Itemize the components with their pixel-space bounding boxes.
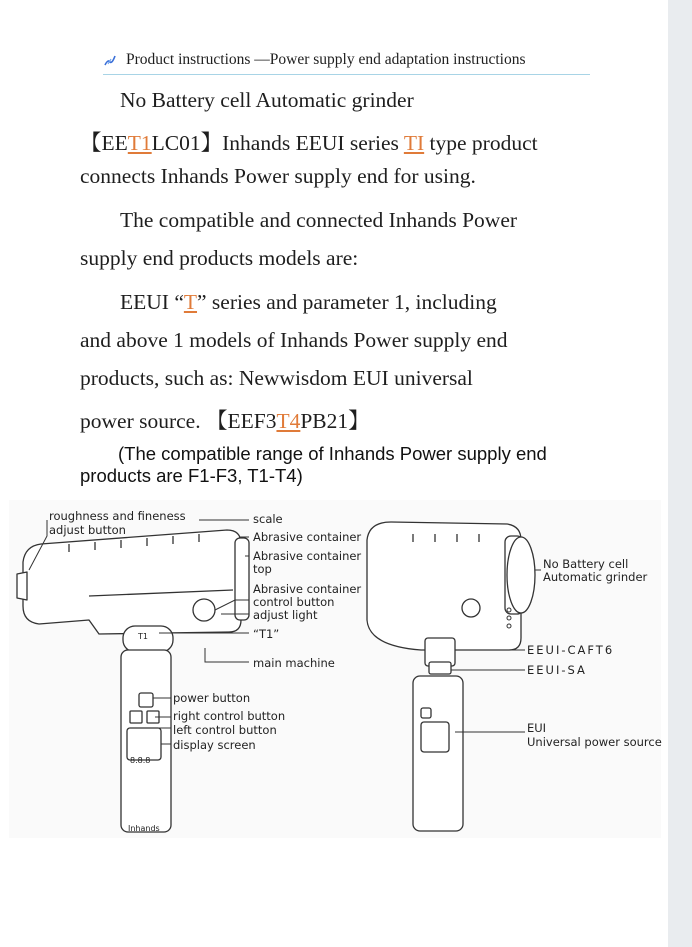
label-eeui-caft6: EEUI-CAFT6: [527, 643, 615, 657]
right-control-button-left: [130, 711, 142, 723]
label-right-control: right control button: [173, 709, 286, 723]
para3-line2: and above 1 models of Inhands Power supply end: [80, 328, 508, 352]
label-no-battery-1: No Battery cell: [543, 557, 629, 571]
label-t1: “T1”: [253, 627, 280, 641]
text-span: 【EE: [80, 131, 128, 155]
header-title: Product instructions —Power supply end adaptation instructions: [126, 51, 526, 68]
container-rim-right: [507, 537, 535, 613]
label-container-top-1: Abrasive container: [253, 549, 362, 563]
highlight-t4: T4: [276, 409, 301, 433]
control-button-right: [462, 599, 480, 617]
label-eui-sub: Universal power source: [527, 735, 662, 749]
display-digits: 8.8.8: [130, 756, 151, 765]
label-adjust-light: adjust light: [253, 608, 318, 622]
text-span: power source. 【EEF3: [80, 409, 277, 433]
para3-line1: [120, 290, 497, 315]
highlight-ti: TI: [403, 131, 425, 155]
adapter-sa-plug: [429, 662, 451, 674]
label-power-button: power button: [173, 691, 251, 705]
para3-line4: [80, 404, 370, 435]
para1-line2: [80, 126, 538, 157]
label-eui: EUI: [527, 721, 547, 735]
para3-line3: products, such as: Newwisdom EUI universal: [80, 366, 473, 390]
right-scroll-panel: [668, 0, 692, 947]
label-eeui-sa: EEUI-SA: [527, 663, 587, 677]
text-span: ” series and parameter 1, including: [197, 290, 497, 314]
label-left-control: left control button: [173, 723, 277, 737]
text-span: PB21】: [300, 409, 370, 433]
handle-right: [413, 676, 463, 831]
control-button-left: [193, 599, 215, 621]
text-span: LC01】Inhands EEUI series: [151, 131, 404, 155]
t1-badge: T1: [138, 632, 148, 641]
label-adjust-button: adjust button: [49, 523, 126, 537]
text-span: type product: [424, 131, 538, 155]
label-no-battery-2: Automatic grinder: [543, 570, 648, 584]
note-line1: (The compatible range of Inhands Power supply end: [118, 443, 547, 464]
para1-line1: No Battery cell Automatic grinder: [120, 88, 414, 112]
text-span: EEUI “: [120, 290, 184, 314]
label-control-button-2: control button: [253, 595, 335, 609]
para2-line1: The compatible and connected Inhands Power: [120, 208, 518, 232]
para1-line3: connects Inhands Power supply end for using.: [80, 164, 476, 188]
label-roughness: roughness and fineness: [49, 509, 186, 523]
blue-swirl-icon: [103, 53, 117, 67]
power-button-left: [139, 693, 153, 707]
label-control-button-1: Abrasive container: [253, 582, 362, 596]
label-display-screen: display screen: [173, 738, 256, 752]
para2-line2: supply end products models are:: [80, 246, 359, 270]
page-header: [103, 50, 590, 75]
grip-knob-left: [17, 572, 27, 600]
product-diagram: [9, 500, 661, 838]
abrasive-container-top-left: [235, 538, 249, 620]
handle-neck-left: [123, 626, 173, 652]
base-logo: Inhands: [128, 824, 160, 833]
power-button-right: [421, 708, 431, 718]
note-line2: products are F1-F3, T1-T4): [80, 465, 303, 486]
grinder-body-right: [367, 522, 521, 650]
label-container-top-2: top: [253, 562, 272, 576]
highlight-t: T: [183, 290, 198, 314]
label-abrasive-container: Abrasive container: [253, 530, 362, 544]
display-screen-right: [421, 722, 449, 752]
label-main-machine: main machine: [253, 656, 335, 670]
highlight-t1: T1: [127, 131, 152, 155]
label-scale: scale: [253, 512, 283, 526]
